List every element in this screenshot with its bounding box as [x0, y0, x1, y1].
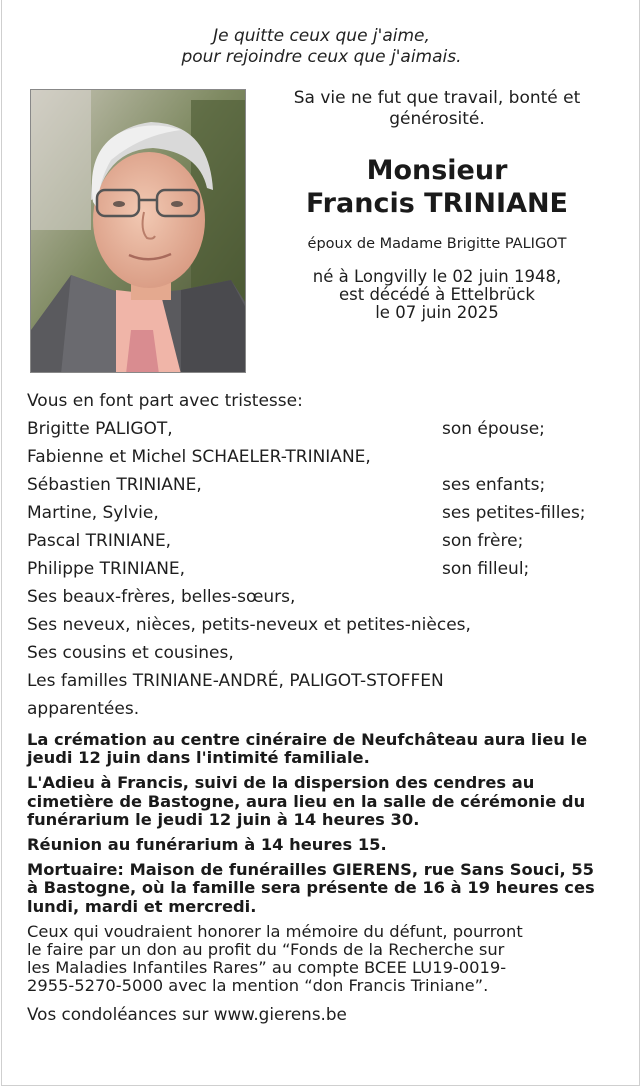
- birth-death-dates: [262, 268, 612, 322]
- family-member-name: Fabienne et Michel SCHAELER-TRINIANE,: [27, 447, 371, 467]
- family-row: [27, 611, 617, 639]
- text-line: La crémation au centre cinéraire de Neufchâteau aura lieu le: [27, 730, 588, 749]
- family-member-name: apparentées.: [27, 699, 140, 719]
- family-row: [27, 471, 617, 499]
- family-member-name: Pascal TRINIANE,: [27, 531, 172, 551]
- family-row: [27, 527, 617, 555]
- spouse-line: époux de Madame Brigitte PALIGOT: [307, 236, 567, 252]
- death-date-line: le 07 juin 2025: [375, 303, 499, 322]
- text-line: à Bastogne, où la famille sera présente de 16 à 19 heures ces: [27, 878, 595, 898]
- family-list: [27, 415, 617, 723]
- farewell-paragraph: [27, 774, 617, 829]
- text-line: cimetière de Bastogne, aura lieu en la salle de cérémonie du: [27, 791, 586, 811]
- announcement-intro: Vous en font part avec tristesse:: [27, 391, 303, 411]
- portrait-photo: [30, 89, 246, 373]
- text-line: funérarium le jeudi 12 juin à 14 heures 30.: [27, 809, 420, 829]
- family-member-name: Brigitte PALIGOT,: [27, 419, 173, 439]
- text-line: 2955-5270-5000 avec la mention “don Francis Triniane”.: [27, 976, 489, 996]
- text-line: le faire par un don au profit du “Fonds de la Recherche sur: [27, 940, 505, 960]
- mortuary-paragraph: [27, 861, 617, 916]
- family-member-name: Philippe TRINIANE,: [27, 559, 186, 579]
- deceased-name: Francis TRINIANE: [305, 188, 569, 219]
- quote-line-1: Je quitte ceux que j'aime,: [213, 26, 430, 46]
- family-member-name: Ses beaux-frères, belles-sœurs,: [27, 587, 296, 607]
- family-member-name: Ses neveux, nièces, petits-neveux et petites-nièces,: [27, 615, 471, 635]
- text-line: jeudi 12 juin dans l'intimité familiale.: [27, 748, 370, 768]
- header-info: [262, 88, 612, 322]
- family-row: [27, 443, 617, 471]
- text-line: L'Adieu à Francis, suivi de la dispersion des cendres au: [27, 773, 535, 793]
- family-row: [27, 639, 617, 667]
- condolences-line: Vos condoléances sur www.gierens.be: [27, 1003, 347, 1024]
- family-relation: ses enfants;: [442, 475, 546, 495]
- family-relation: son filleul;: [442, 559, 530, 579]
- birth-line: né à Longvilly le 02 juin 1948,: [312, 267, 562, 286]
- announcement-body: [27, 387, 617, 1023]
- family-member-name: Sébastien TRINIANE,: [27, 475, 202, 495]
- family-member-name: Les familles TRINIANE-ANDRÉ, PALIGOT-STOFFEN: [27, 671, 444, 691]
- cremation-paragraph: [27, 731, 617, 767]
- family-member-name: Ses cousins et cousines,: [27, 643, 234, 663]
- family-row: [27, 695, 617, 723]
- family-relation: son épouse;: [442, 419, 545, 439]
- donation-paragraph: [27, 923, 617, 996]
- text-line: Réunion au funérarium à 14 heures 15.: [27, 835, 387, 855]
- text-line: Mortuaire: Maison de funérailles GIERENS, rue Sans Souci, 55: [27, 860, 594, 880]
- family-member-name: Martine, Sylvie,: [27, 503, 159, 523]
- family-row: [27, 667, 617, 695]
- family-row: [27, 583, 617, 611]
- family-relation: son frère;: [442, 531, 524, 551]
- text-line: lundi, mardi et mercredi.: [27, 896, 257, 916]
- family-row: [27, 499, 617, 527]
- text-line: Ceux qui voudraient honorer la mémoire du défunt, pourront: [27, 921, 523, 941]
- family-row: [27, 415, 617, 443]
- deceased-title: Monsieur: [366, 155, 508, 186]
- meeting-paragraph: [27, 836, 617, 854]
- life-motto: Sa vie ne fut que travail, bonté et générosité.: [293, 88, 581, 129]
- opening-quote: [0, 26, 643, 68]
- family-row: [27, 555, 617, 583]
- quote-line-2: pour rejoindre ceux que j'aimais.: [181, 47, 462, 67]
- text-line: les Maladies Infantiles Rares” au compte BCEE LU19-0019-: [27, 958, 507, 978]
- family-relation: ses petites-filles;: [442, 503, 586, 523]
- death-place-line: est décédé à Ettelbrück: [339, 285, 535, 304]
